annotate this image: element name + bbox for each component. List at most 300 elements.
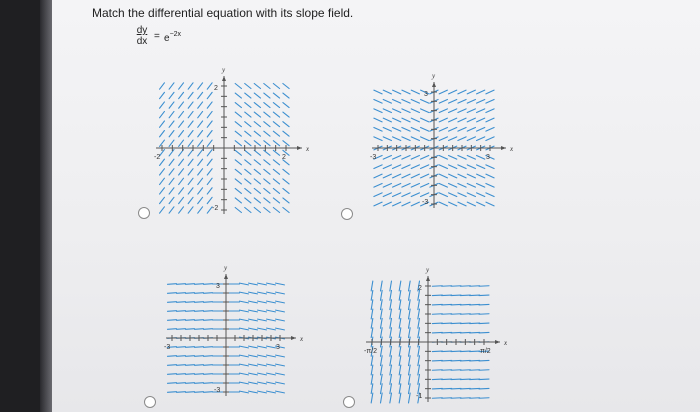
slope-segment — [177, 374, 186, 375]
slope-segment — [258, 310, 267, 312]
slope-segment — [258, 283, 267, 285]
slope-segment — [264, 150, 270, 155]
slope-segment — [177, 329, 186, 330]
slope-segment — [381, 290, 383, 300]
slope-segment — [273, 169, 279, 174]
slope-segment — [486, 109, 494, 113]
slope-segment — [207, 83, 212, 89]
exponent: −2x — [169, 31, 182, 38]
slope-segment — [390, 384, 392, 394]
slope-segment — [409, 384, 411, 394]
slope-segment — [258, 328, 267, 330]
option-d-radio[interactable] — [343, 396, 355, 408]
slope-segment — [399, 309, 401, 319]
slope-segment — [486, 202, 494, 206]
slope-segment — [411, 99, 419, 103]
slope-segment — [254, 141, 260, 146]
slope-segment — [168, 392, 177, 393]
slope-segment — [177, 383, 186, 384]
slope-segment — [186, 374, 195, 375]
slope-segment — [198, 140, 203, 146]
slope-segment — [235, 208, 241, 213]
slope-segment — [254, 179, 260, 184]
slope-segment — [383, 137, 391, 141]
slope-segment — [160, 197, 165, 203]
slope-segment — [177, 302, 186, 303]
slope-segment — [276, 292, 285, 294]
slope-segment — [409, 365, 411, 375]
slope-segment — [409, 300, 411, 310]
slope-segment — [195, 329, 204, 330]
slope-segment — [207, 169, 212, 175]
slope-segment — [267, 328, 276, 330]
slope-segment — [418, 365, 420, 375]
slope-segment — [254, 122, 260, 127]
slope-segment — [402, 165, 410, 169]
slope-segment — [390, 281, 392, 291]
slope-segment — [160, 169, 165, 175]
slope-segment — [276, 391, 285, 393]
slope-segment — [402, 109, 410, 113]
slope-segment — [179, 121, 184, 127]
slope-segment — [390, 346, 392, 356]
slope-segment — [207, 150, 212, 156]
slope-segment — [160, 207, 165, 213]
slope-segment — [418, 374, 420, 384]
slope-segment — [169, 188, 174, 194]
slope-segment — [402, 193, 410, 197]
slope-segment — [477, 118, 485, 122]
slope-segment — [168, 356, 177, 357]
x-axis-arrow — [291, 336, 296, 340]
slope-segment — [179, 188, 184, 194]
slope-segment — [381, 384, 383, 394]
slope-segment — [402, 174, 410, 178]
slope-segment — [169, 121, 174, 127]
slope-segment — [186, 293, 195, 294]
slope-segment — [249, 355, 258, 357]
slope-segment — [240, 283, 249, 285]
slope-segment — [439, 90, 447, 94]
slope-segment — [207, 140, 212, 146]
slope-segment — [467, 183, 475, 187]
slope-segment — [177, 293, 186, 294]
slope-segment — [195, 293, 204, 294]
slope-segment — [458, 155, 466, 159]
slope-segment — [393, 137, 401, 141]
slope-segment — [458, 137, 466, 141]
slope-segment — [195, 284, 204, 285]
slope-segment — [179, 131, 184, 137]
slope-segment — [198, 121, 203, 127]
slope-segment — [188, 159, 193, 165]
slope-segment — [374, 193, 382, 197]
slope-segment — [245, 169, 251, 174]
slope-segment — [245, 150, 251, 155]
slope-segment — [381, 309, 383, 319]
slope-segment — [254, 112, 260, 117]
slope-segment — [177, 311, 186, 312]
slope-segment — [235, 179, 241, 184]
slope-segment — [245, 208, 251, 213]
slope-segment — [168, 365, 177, 366]
slope-segment — [240, 382, 249, 384]
slope-segment — [383, 118, 391, 122]
slope-segment — [402, 99, 410, 103]
y-tick-label-top: 2 — [418, 285, 422, 292]
slope-segment — [254, 208, 260, 213]
slope-segment — [249, 391, 258, 393]
slope-segment — [276, 328, 285, 330]
slope-segment — [439, 127, 447, 131]
slope-segment — [188, 169, 193, 175]
slope-segment — [390, 318, 392, 328]
slope-segment — [207, 92, 212, 98]
slope-segment — [458, 193, 466, 197]
slope-segment — [374, 165, 382, 169]
slope-segment — [458, 127, 466, 131]
slope-segment — [240, 355, 249, 357]
background-edge — [40, 0, 52, 412]
slope-segment — [399, 365, 401, 375]
slope-segment — [381, 281, 383, 291]
slope-segment — [399, 356, 401, 366]
slope-segment — [198, 169, 203, 175]
slope-segment — [283, 93, 289, 98]
slope-segment — [411, 109, 419, 113]
slope-segment — [409, 309, 411, 319]
slope-segment — [198, 197, 203, 203]
slope-segment — [195, 320, 204, 321]
slope-segment — [186, 302, 195, 303]
slope-segment — [486, 118, 494, 122]
option-c-radio[interactable] — [144, 396, 156, 408]
slope-segment — [188, 92, 193, 98]
slope-segment — [264, 188, 270, 193]
x-tick-label-right: 3 — [486, 154, 490, 161]
slope-segment — [169, 111, 174, 117]
slope-segment — [258, 292, 267, 294]
slope-segment — [195, 347, 204, 348]
slope-segment — [254, 131, 260, 136]
slope-segment — [198, 131, 203, 137]
slope-segment — [374, 99, 382, 103]
slope-segment — [207, 111, 212, 117]
slope-segment — [402, 202, 410, 206]
slope-segment — [449, 90, 457, 94]
slope-segment — [198, 188, 203, 194]
slope-segment — [179, 169, 184, 175]
slope-segment — [439, 109, 447, 113]
slope-segment — [458, 202, 466, 206]
slope-segment — [383, 165, 391, 169]
slope-segment — [477, 99, 485, 103]
slope-segment — [383, 90, 391, 94]
slope-segment — [467, 165, 475, 169]
slope-segment — [207, 197, 212, 203]
slope-segment — [204, 293, 213, 294]
slope-segment — [381, 346, 383, 356]
equals-sign: = — [154, 31, 160, 42]
slope-segment — [283, 141, 289, 146]
slope-segment — [399, 393, 401, 403]
slope-segment — [188, 178, 193, 184]
slope-segment — [258, 301, 267, 303]
slope-segment — [258, 346, 267, 348]
slope-segment — [486, 174, 494, 178]
slope-segment — [160, 92, 165, 98]
y-tick-label-bottom: -3 — [214, 387, 221, 394]
slope-segment — [169, 102, 174, 108]
slope-segment — [267, 301, 276, 303]
slope-segment — [254, 188, 260, 193]
slope-segment — [458, 174, 466, 178]
slope-segment — [186, 320, 195, 321]
slope-segment — [240, 328, 249, 330]
slope-segment — [249, 328, 258, 330]
slope-segment — [169, 150, 174, 156]
x-axis-label: x — [510, 145, 514, 153]
slope-segment — [409, 374, 411, 384]
slope-segment — [402, 127, 410, 131]
slope-segment — [204, 311, 213, 312]
slope-segment — [177, 392, 186, 393]
slope-segment — [449, 193, 457, 197]
slope-segment — [160, 83, 165, 89]
slope-segment — [198, 111, 203, 117]
slope-segment — [188, 83, 193, 89]
slope-segment — [169, 83, 174, 89]
slope-field-c — [152, 252, 312, 404]
slope-segment — [273, 122, 279, 127]
slope-segment — [264, 141, 270, 146]
y-tick-label-bottom: -3 — [422, 199, 429, 206]
slope-segment — [486, 183, 494, 187]
slope-segment — [168, 374, 177, 375]
slope-segment — [371, 309, 373, 319]
slope-segment — [411, 137, 419, 141]
slope-segment — [477, 174, 485, 178]
slope-segment — [383, 174, 391, 178]
slope-segment — [467, 193, 475, 197]
slope-segment — [458, 118, 466, 122]
slope-segment — [235, 84, 241, 89]
slope-segment — [399, 346, 401, 356]
slope-segment — [168, 302, 177, 303]
slope-segment — [168, 284, 177, 285]
y-axis-label: y — [426, 266, 430, 274]
slope-segment — [160, 178, 165, 184]
slope-segment — [390, 309, 392, 319]
y-tick-label-top: 2 — [214, 85, 218, 92]
slope-segment — [418, 318, 420, 328]
slope-segment — [179, 83, 184, 89]
slope-segment — [371, 300, 373, 310]
slope-segment — [198, 102, 203, 108]
y-tick-label-top: 3 — [424, 91, 428, 98]
slope-segment — [409, 318, 411, 328]
slope-segment — [235, 131, 241, 136]
slope-segment — [409, 328, 411, 338]
slope-segment — [458, 183, 466, 187]
slope-segment — [273, 160, 279, 165]
slope-segment — [273, 198, 279, 203]
slope-segment — [390, 374, 392, 384]
slope-segment — [399, 384, 401, 394]
slope-segment — [168, 320, 177, 321]
slope-segment — [399, 290, 401, 300]
slope-segment — [383, 109, 391, 113]
slope-segment — [399, 300, 401, 310]
slope-segment — [169, 207, 174, 213]
slope-segment — [264, 208, 270, 213]
slope-segment — [477, 193, 485, 197]
slope-segment — [245, 188, 251, 193]
slope-segment — [179, 178, 184, 184]
slope-segment — [179, 92, 184, 98]
x-tick-label-left: -π/2 — [364, 348, 377, 355]
y-axis-arrow — [426, 276, 430, 281]
slope-segment — [249, 301, 258, 303]
slope-segment — [486, 127, 494, 131]
slope-segment — [204, 320, 213, 321]
slope-segment — [283, 179, 289, 184]
slope-segment — [411, 202, 419, 206]
slope-segment — [371, 365, 373, 375]
slope-segment — [371, 318, 373, 328]
slope-segment — [267, 346, 276, 348]
slope-segment — [245, 84, 251, 89]
x-tick-label-right: 3 — [276, 344, 280, 351]
slope-segment — [467, 127, 475, 131]
slope-segment — [198, 178, 203, 184]
slope-segment — [393, 155, 401, 159]
slope-segment — [393, 183, 401, 187]
slope-segment — [160, 131, 165, 137]
slope-segment — [169, 159, 174, 165]
slope-segment — [381, 374, 383, 384]
slope-segment — [267, 355, 276, 357]
slope-segment — [267, 391, 276, 393]
slope-segment — [264, 93, 270, 98]
slope-segment — [421, 155, 429, 159]
slope-segment — [409, 346, 411, 356]
slope-segment — [374, 202, 382, 206]
slope-segment — [418, 328, 420, 338]
y-axis-label: y — [222, 66, 226, 74]
slope-segment — [393, 109, 401, 113]
slope-segment — [235, 150, 241, 155]
slope-segment — [195, 365, 204, 366]
slope-segment — [264, 131, 270, 136]
slope-segment — [198, 207, 203, 213]
slope-segment — [177, 284, 186, 285]
slope-segment — [204, 347, 213, 348]
slope-segment — [235, 122, 241, 127]
y-tick-label-bottom: -1 — [416, 393, 423, 400]
slope-segment — [477, 127, 485, 131]
slope-segment — [276, 283, 285, 285]
exponential-base: e — [164, 33, 170, 44]
fraction-numerator: dy — [136, 25, 148, 36]
slope-segment — [240, 319, 249, 321]
slope-segment — [264, 122, 270, 127]
slope-segment — [195, 311, 204, 312]
x-axis-label: x — [504, 339, 508, 347]
slope-segment — [195, 302, 204, 303]
slope-segment — [276, 382, 285, 384]
slope-segment — [169, 197, 174, 203]
slope-segment — [240, 310, 249, 312]
slope-segment — [240, 364, 249, 366]
slope-segment — [273, 150, 279, 155]
slope-segment — [198, 92, 203, 98]
slope-segment — [204, 356, 213, 357]
slope-segment — [411, 165, 419, 169]
slope-segment — [399, 374, 401, 384]
slope-segment — [235, 141, 241, 146]
slope-segment — [371, 290, 373, 300]
slope-segment — [486, 90, 494, 94]
slope-segment — [160, 159, 165, 165]
slope-segment — [439, 118, 447, 122]
slope-segment — [393, 99, 401, 103]
slope-segment — [235, 188, 241, 193]
slope-segment — [421, 99, 429, 103]
slope-segment — [240, 346, 249, 348]
slope-segment — [276, 355, 285, 357]
slope-segment — [204, 284, 213, 285]
slope-segment — [267, 283, 276, 285]
slope-segment — [411, 174, 419, 178]
slope-segment — [486, 193, 494, 197]
slope-segment — [449, 118, 457, 122]
option-a-radio[interactable] — [138, 207, 150, 219]
slope-segment — [264, 179, 270, 184]
slope-segment — [283, 112, 289, 117]
slope-segment — [188, 150, 193, 156]
slope-segment — [240, 373, 249, 375]
slope-segment — [188, 111, 193, 117]
slope-segment — [160, 111, 165, 117]
slope-segment — [204, 302, 213, 303]
slope-segment — [283, 84, 289, 89]
option-b-radio[interactable] — [341, 208, 353, 220]
slope-segment — [374, 118, 382, 122]
derivative-fraction — [134, 25, 150, 47]
slope-segment — [198, 159, 203, 165]
slope-segment — [477, 183, 485, 187]
slope-segment — [390, 328, 392, 338]
slope-segment — [449, 165, 457, 169]
slope-segment — [204, 329, 213, 330]
slope-segment — [390, 365, 392, 375]
slope-segment — [477, 137, 485, 141]
y-tick-label-top: 3 — [216, 283, 220, 290]
slope-segment — [235, 198, 241, 203]
slope-segment — [245, 93, 251, 98]
slope-segment — [421, 137, 429, 141]
slope-segment — [276, 373, 285, 375]
slope-segment — [439, 99, 447, 103]
slope-segment — [374, 109, 382, 113]
slope-segment — [169, 131, 174, 137]
slope-segment — [381, 365, 383, 375]
slope-segment — [249, 283, 258, 285]
slope-segment — [467, 109, 475, 113]
slope-segment — [169, 169, 174, 175]
slope-segment — [264, 160, 270, 165]
